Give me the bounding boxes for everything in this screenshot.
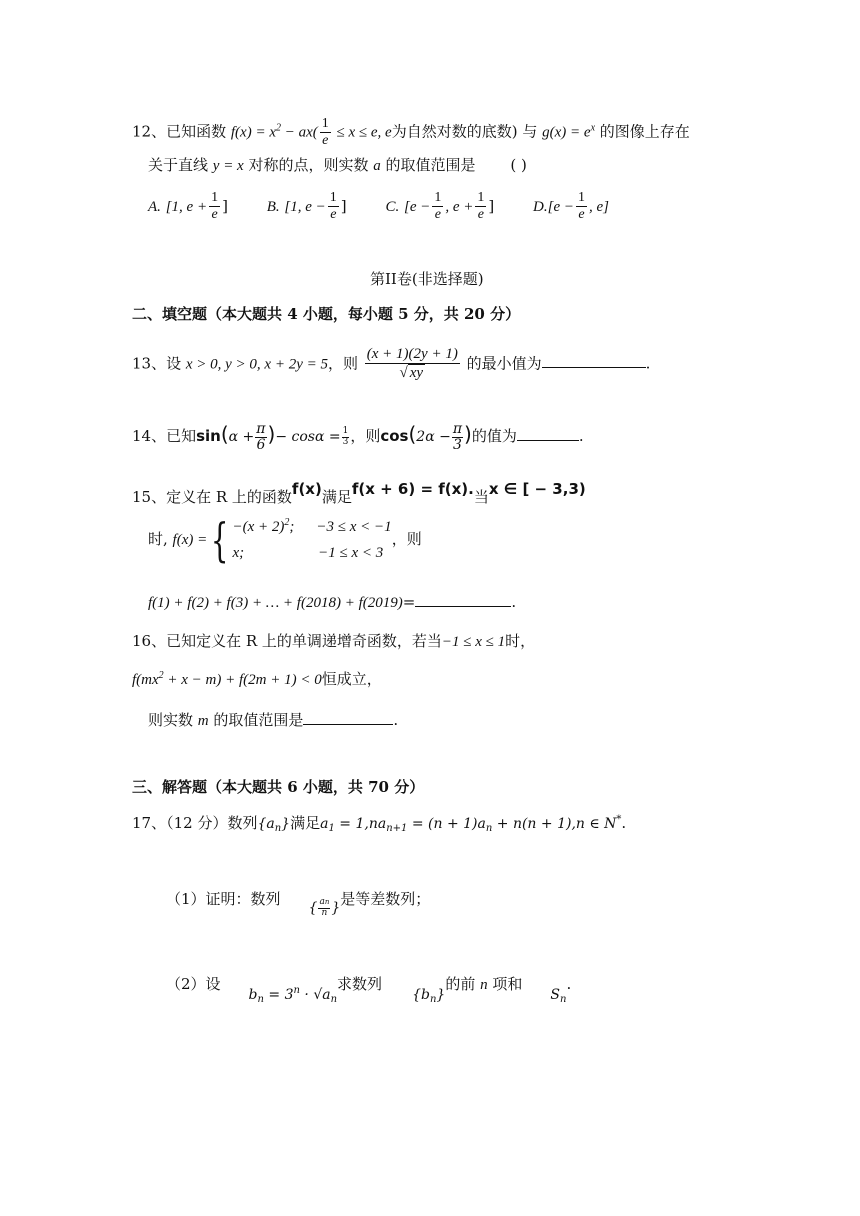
q14-pi-3 [452,422,463,452]
q12-frac [320,116,331,149]
q12-tail: 的图像上存在 [595,122,690,141]
choice-c-label: C. [385,198,400,215]
q16-number: 16、已知定义在 R 上的单调递增奇函数，若当 [132,632,442,650]
q15-line1 [132,480,586,506]
q15-satisfies: 满足 [321,488,352,506]
q14-three-b: 3 [452,436,462,453]
q12-line2 [148,156,527,175]
q12-square: 2 [276,122,281,134]
choice-b[interactable] [266,190,352,223]
q13 [132,346,650,383]
q15-dot: . [511,593,517,611]
q14-tail: 的值为 [471,427,517,446]
q17-bn-seq-sub: n [429,994,437,1005]
q13-answer-blank[interactable] [542,353,646,368]
q17-cond-sub1: 1 [328,823,335,834]
choice-a-expr: [1, e + [165,198,208,215]
q12-line2-a: 关于直线 [148,156,213,174]
choice-d-frac-den: e [578,207,585,223]
q17-p1-frac-sub: n [324,898,330,907]
section-solution-title: 三、解答题（本大题共 6 小题，共 70 分） [132,778,425,796]
q15-line2-prefix: 时, [148,530,173,548]
q17-p1-frac [318,898,330,918]
choice-b-frac [328,190,339,223]
choice-a-close: ] [222,196,228,215]
choice-c[interactable] [385,190,499,223]
q12-frac-den: e [322,133,329,149]
q17-p1-b: 是等差数列； [340,890,431,908]
q17-sn-s: S [550,987,560,1003]
q15-piece-1 [233,519,392,535]
q17-an-close: } [281,816,291,832]
q13-tail: 的最小值为 [461,354,542,373]
q17-bn: b [248,987,258,1003]
q15-answer-blank[interactable] [415,592,511,607]
q17-bn-seq-b: b [420,987,430,1003]
q17-star: * [616,814,622,825]
q16-line3-b: 的取值范围是 [208,711,304,729]
q16-dot: . [393,711,399,729]
q17-cond-b: = 1,na [334,816,387,832]
q17-number: 17、（12 分）数列 [132,814,258,832]
q17-cond-sub2: n+1 [386,823,408,834]
q14-minus-cos: − cosα = [275,429,341,446]
choice-c-frac1-num: 1 [432,190,443,207]
q12-line2-c: 对称的点，则实数 [243,156,374,174]
q17-part2 [166,975,572,1005]
q14-cos: cos [380,427,409,446]
choice-d-expr: [e − [547,198,574,215]
choice-a-frac-den: e [211,207,218,223]
q13-sqrt: √ [399,365,408,382]
q12-number: 12、 [132,122,167,141]
q15-piece2-cond: −1 ≤ x < 3 [318,544,384,561]
q17-cond-c: = (n + 1)a [407,816,486,832]
q17-cond-sub3: n [485,823,493,834]
q17-bn-eq: = 3 [263,987,294,1003]
q12-natural: 为自然对数的底数) [391,122,518,141]
q13-frac-num: (x + 1)(2y + 1) [365,346,460,364]
q17-sn-dot: . [566,975,572,993]
q12-g-def: g(x) = e [542,124,591,141]
q16-line3 [148,710,398,730]
q12-line2-e: 的取值范围是 [380,156,476,174]
q15-eq: = [402,593,416,611]
q14-sin: sin [196,427,221,446]
q15-sum: f(1) + f(2) + f(3) + … + f(2018) + f(2019) [148,595,403,611]
choice-b-frac-den: e [330,207,337,223]
q15-piece1-expr: −(x + 2) [232,519,285,535]
q17-p2-d: 项和 [487,975,523,993]
choice-d-label: D. [533,198,548,215]
q17-dot: . [621,814,627,832]
q16-answer-blank[interactable] [303,710,393,725]
q12-line2-d: a [373,158,381,174]
choice-c-mid: , e + [445,198,474,215]
q14-three: 3 [342,436,349,447]
q17-sn-sub: n [559,994,567,1005]
q14-one: 1 [342,426,349,437]
section-fill-in-title: 二、填空题（本大题共 4 小题，每小题 5 分，共 20 分） [132,305,521,323]
q13-then: ，则 [327,354,358,373]
q17-p2-b: 求数列 [337,975,383,993]
q15-pieces [233,514,392,566]
q13-frac [365,346,460,383]
choice-c-frac2 [475,190,486,223]
choice-c-close: ] [488,196,495,215]
q16-line3-a: 则实数 [148,711,198,729]
q12-and: 与 [517,122,543,141]
q12-f-def-c: ≤ x ≤ e, e [332,124,392,141]
q15-piece2-expr: x; [232,544,245,561]
q15-number: 15、定义在 R 上的函数 [132,488,292,506]
q17-p1-seq: { $\frac{an}{n}$ } [308,897,341,918]
choice-a-label: A. [148,198,161,215]
q16-holds: 恒成立， [321,670,382,688]
q12-f-def-b: − ax( [281,124,318,141]
q16-sq: 2 [158,670,164,681]
q14-pi-b: π [452,421,463,437]
choice-b-label: B. [266,198,280,215]
part2-title: 第II卷(非选择题) [370,270,484,288]
q15-piece-2 [233,545,384,561]
q17-an: {a [257,816,275,832]
q14-dot: . [578,427,584,446]
choice-c-frac1 [432,190,443,223]
choice-b-close: ] [340,196,347,215]
q17-bn-b: · √a [299,987,331,1003]
choice-d-frac-num: 1 [576,190,587,207]
q16-line1 [132,632,535,651]
q15-piece1-semi: ; [289,519,295,535]
q14-six: 6 [256,436,266,453]
q14: 14、已知sin(α + $\frac{\pi}{6}$ )− cosα = $\frac{1}{3}$ ，则cos(2α − $\frac{\pi}{3}$ )的值为 . [132,421,584,453]
q14-answer-blank[interactable] [517,426,579,441]
q16-m: m [197,713,209,729]
q13-number: 13、设 [132,354,186,373]
choice-c-frac2-num: 1 [475,190,486,207]
choice-d-close: , e] [589,198,609,215]
choice-c-frac1-den: e [434,207,441,223]
q17-bn-sub: n [257,994,264,1005]
q12-f-def: f(x) = x [230,124,276,141]
q17-bn-def [249,987,338,1003]
q17-bn-sub2: n [330,994,338,1005]
q14-alpha: α + [228,429,255,446]
q12-stem: 已知函数 [166,122,227,141]
choice-b-frac-num: 1 [328,190,339,207]
q17-p2-a: （2）设 [166,975,221,993]
q15-when: 当 [473,488,489,506]
q15-period: f(x + 6) = f(x). [351,480,474,498]
q17-p2-n: n [480,977,488,993]
q16-when: 时， [505,632,536,650]
q17-cond-a: a [320,816,329,832]
q16-line2 [132,670,382,689]
q17-sn [550,987,566,1003]
q13-dot: . [645,354,651,373]
choice-a-frac-num: 1 [209,190,220,207]
q15-line2 [148,514,422,566]
q15-piece1-sq: 2 [284,517,290,528]
q13-radicand: xy [409,365,424,382]
q17-bn-seq: $\{b_n\}$ [412,987,446,1005]
q14-pi-6 [255,422,266,452]
q16-ineq-a: f(mx [132,672,159,688]
q17-p1-frac-den: n [321,907,328,918]
q14-then: ，则 [350,427,381,446]
q12-choices [148,190,609,223]
q17-satisfies: 满足 [290,814,321,832]
q14-number: 14、已知 [132,427,197,446]
q12-g-exp: x [590,122,596,134]
q15-then: ，则 [391,530,422,548]
choice-a-frac [209,190,220,223]
q14-pi: π [256,421,266,437]
q12-answer-paren: ( ) [510,156,527,174]
choice-b-expr: [1, e − [284,198,326,215]
q16-ineq-b: + x − m) + f(2m + 1) < 0 [163,672,322,688]
q12-frac-num: 1 [320,116,331,133]
q13-frac-den [365,364,460,382]
q15-brace: { [211,513,229,567]
q15-fdef: f(x) = [172,532,208,548]
choice-d[interactable] [533,190,609,223]
q15-line3 [148,592,516,612]
q15-piece1-cond: −3 ≤ x < −1 [316,519,392,535]
q17-cond-d: + n(n + 1),n ∈ N [492,816,617,832]
q12-line2-b: y = x [212,158,244,174]
choice-c-frac2-den: e [477,207,484,223]
q13-condition: x > 0, y > 0, x + 2y = 5 [185,356,328,373]
q15-fx: f(x) [291,480,322,498]
q14-two-alpha: 2α − [416,429,451,446]
q17-bn-exp: n [293,985,300,996]
q17-p1-a: （1）证明：数列 [166,890,281,908]
q17-p2-c: 的前 [445,975,481,993]
q17-an-sub: n [274,823,282,834]
choice-d-frac [576,190,587,223]
q15-interval: x ∈ [ − 3,3) [488,480,586,498]
q17-p1-frac-num: an [319,897,330,908]
choice-c-expr: [e − [403,198,431,215]
choice-a[interactable] [148,190,233,223]
q14-one-third [342,427,350,447]
q16-range: −1 ≤ x ≤ 1 [441,634,506,650]
q17-part1 [166,890,431,918]
q17-stem [132,814,626,835]
q12-line1 [132,116,690,149]
